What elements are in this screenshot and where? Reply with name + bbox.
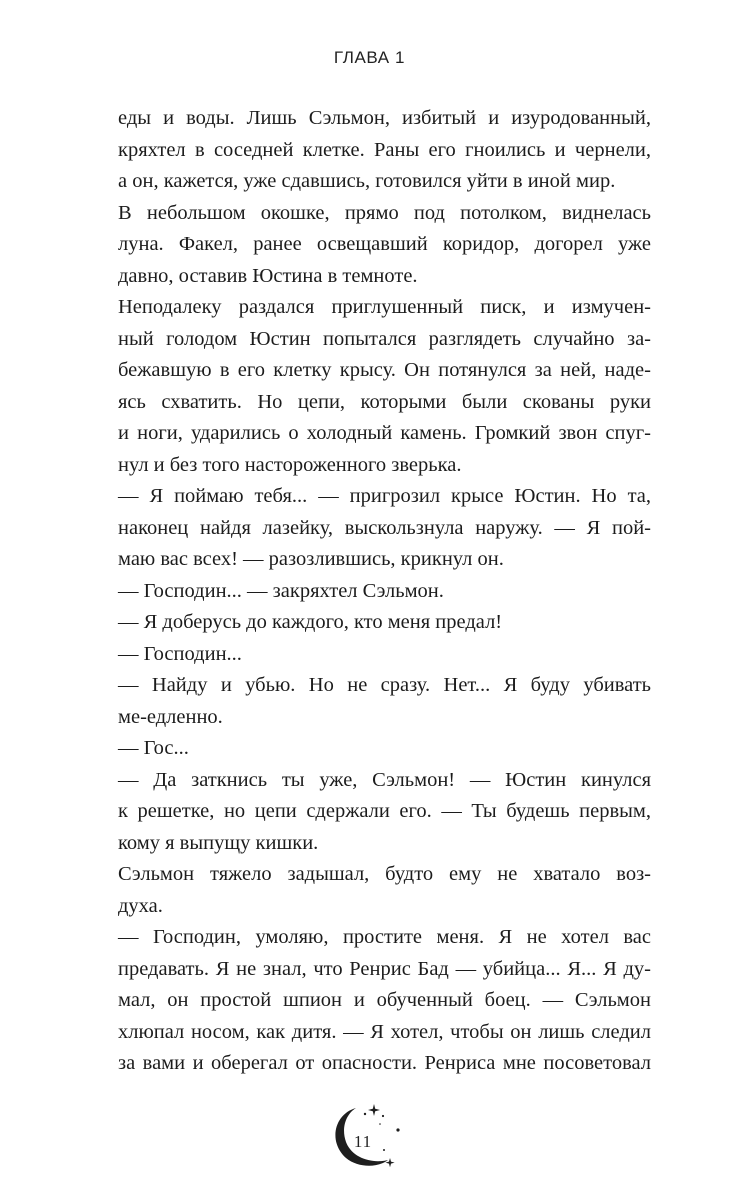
text-line: кряхтел в соседней клетке. Раны его гноились и чернели, bbox=[118, 138, 651, 161]
text-line: духа. bbox=[118, 894, 163, 917]
text-line: — Да заткнись ты уже, Сэльмон! — Юстин кинулся bbox=[118, 768, 651, 791]
text-line: В небольшом окошке, прямо под потолком, виднелась bbox=[118, 201, 651, 224]
paragraph bbox=[118, 859, 651, 922]
paragraph bbox=[118, 576, 651, 608]
paragraph bbox=[118, 733, 651, 765]
text-line: кому я выпущу кишки. bbox=[118, 831, 319, 854]
text-line: предавать. Я не знал, что Ренрис Бад — убийца... Я... Я ду- bbox=[118, 957, 651, 980]
text-line: и ноги, ударились о холодный камень. Громкий звон спуг- bbox=[118, 422, 651, 444]
text-line: к решетке, но цепи сдержали его. — Ты будешь первым, bbox=[118, 800, 651, 822]
text-line: бежавшую в его клетку крысу. Он потянулся за ней, наде- bbox=[118, 359, 651, 381]
paragraph bbox=[118, 670, 651, 733]
text-line: наконец найдя лазейку, выскользнула наружу. — Я пой- bbox=[118, 516, 651, 539]
chapter-title: ГЛАВА 1 bbox=[333, 48, 406, 67]
text-line: хлюпал носом, как дитя. — Я хотел, чтобы он лишь следил bbox=[118, 1020, 651, 1043]
paragraph bbox=[118, 103, 651, 198]
text-line: Сэльмон тяжело задышал, будто ему не хватало воз- bbox=[118, 863, 651, 885]
text-line: ме-едленно. bbox=[118, 705, 223, 728]
paragraph bbox=[118, 198, 651, 293]
text-line: луна. Факел, ранее освещавший коридор, догорел уже bbox=[118, 233, 651, 255]
paragraph bbox=[118, 607, 651, 639]
text-line: — Я поймаю тебя... — пригрозил крысе Юстин. Но та, bbox=[118, 485, 651, 507]
body-text bbox=[118, 103, 651, 1080]
paragraph bbox=[118, 481, 651, 576]
text-line: — Господин, умоляю, простите меня. Я не хотел вас bbox=[118, 926, 651, 948]
text-line: еды и воды. Лишь Сэльмон, избитый и изуродованный, bbox=[118, 107, 651, 129]
text-line: — Господин... — закряхтел Сэльмон. bbox=[118, 579, 444, 602]
paragraph bbox=[118, 922, 651, 1080]
text-line: мал, он простой шпион и обученный боец. — Сэльмон bbox=[118, 989, 651, 1011]
text-line: ный голодом Юстин попытался разглядеть случайно за- bbox=[118, 327, 651, 350]
page-folio bbox=[326, 1102, 416, 1172]
paragraph bbox=[118, 292, 651, 481]
page-number: 11 bbox=[353, 1132, 373, 1151]
text-line: а он, кажется, уже сдавшись, готовился уйти в иной мир. bbox=[118, 170, 616, 192]
text-line: — Господин... bbox=[118, 642, 242, 665]
text-line: — Найду и убью. Но не сразу. Нет... Я буду убивать bbox=[118, 674, 651, 696]
text-line: маю вас всех! — разозлившись, крикнул он. bbox=[118, 548, 504, 570]
paragraph bbox=[118, 765, 651, 860]
text-line: нул и без того настороженного зверька. bbox=[118, 453, 462, 476]
text-line: — Гос... bbox=[118, 737, 189, 759]
text-line: ясь схватить. Но цепи, которыми были скованы руки bbox=[118, 390, 651, 413]
text-line: давно, оставив Юстина в темноте. bbox=[118, 264, 418, 287]
paragraph bbox=[118, 639, 651, 671]
text-line: за вами и оберегал от опасности. Ренриса мне посоветовал bbox=[118, 1052, 651, 1074]
text-line: Неподалеку раздался приглушенный писк, и измучен- bbox=[118, 296, 651, 318]
running-header bbox=[0, 48, 739, 68]
text-line: — Я доберусь до каждого, кто меня предал! bbox=[118, 611, 503, 633]
